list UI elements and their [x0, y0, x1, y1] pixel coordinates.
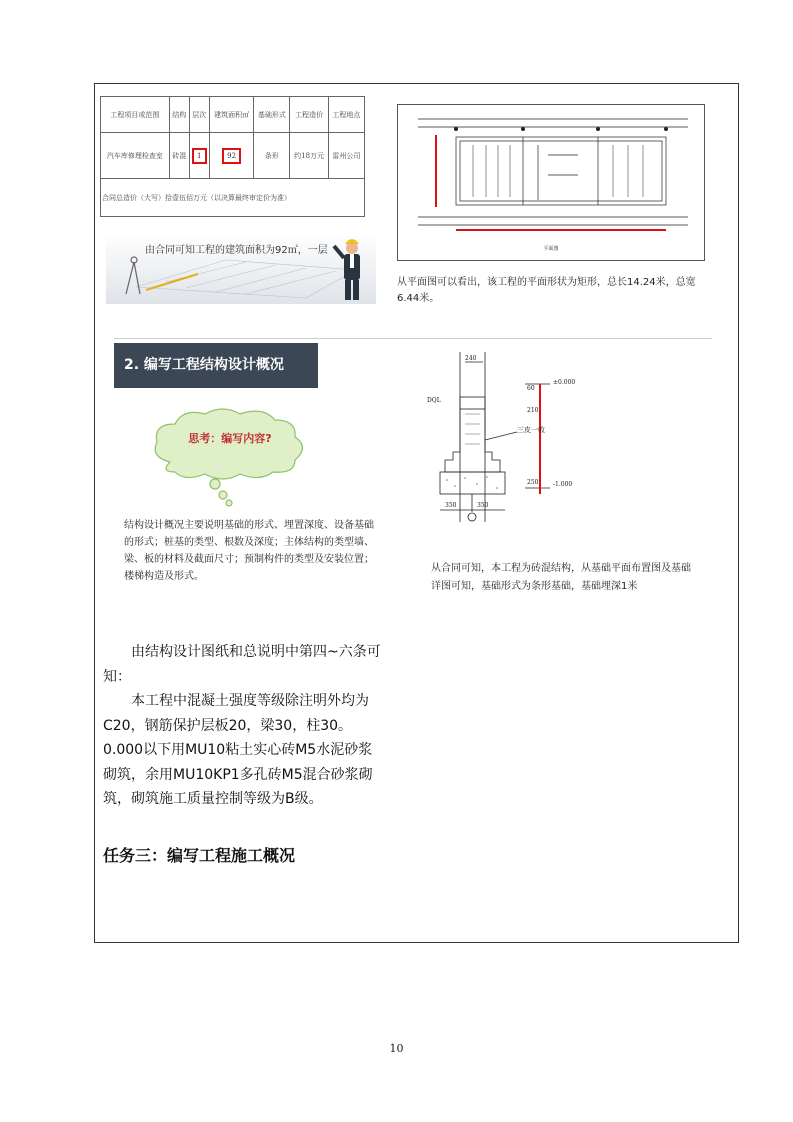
table-cell: 条形	[254, 133, 290, 179]
dim-350a: 350	[445, 502, 457, 509]
structure-description: 结构设计概况主要说明基础的形式、埋置深度、设备基础的形式；桩基的类型、根数及深度；主体结构的类型墙、梁、板的材料及截面尺寸；预制构件的类型及安装位置；楼梯构造及形式。	[124, 520, 374, 582]
highlight-area: 92	[222, 148, 241, 164]
table-cell: 约18万元	[290, 133, 328, 179]
body-paragraph: 由结构设计图纸和总说明中第四~六条可知：	[103, 644, 381, 685]
table-header-cell: 工程造价	[290, 97, 328, 133]
table-cell: 雷州公司	[328, 133, 364, 179]
table-cell: 汽车库修理检查室	[101, 133, 170, 179]
elevation-bottom: -1.000	[553, 481, 573, 488]
plan-title: 平面图	[543, 246, 559, 252]
cloud-text: 思考：编写内容?	[188, 432, 272, 445]
dim-top: 240	[465, 355, 477, 362]
plan-caption: 从平面图可以看出，该工程的平面形状为矩形，总长14.24米，总宽6.44米。	[397, 277, 696, 304]
dim-60: 60	[527, 385, 535, 392]
dim-210: 210	[527, 407, 539, 414]
foundation-detail-drawing	[425, 352, 605, 522]
contract-table	[100, 96, 365, 217]
task-heading: 任务三：编写工程施工概况	[103, 846, 296, 865]
table-header-cell: 层次	[189, 97, 209, 133]
elevation-top: ±0.000	[553, 379, 576, 386]
body-paragraph: 本工程中混凝土强度等级除注明外均为C20，钢筋保护层板20，梁30，柱30。0.000以下用MU10粘土实心砖M5水泥砂浆砌筑，余用MU10KP1多孔砖M5混合砂浆砌筑，砌筑施工质量控制等级为B级。	[103, 693, 373, 807]
detail-caption: 从合同可知，本工程为砖混结构，从基础平面布置图及基础详图可知，基础形式为条形基础，基础埋深1米	[431, 563, 691, 592]
label-step: 三皮一收	[517, 426, 545, 434]
body-text	[103, 640, 385, 812]
dim-350b: 350	[477, 502, 489, 509]
label-dql: DQL	[427, 397, 441, 404]
table-row	[101, 133, 365, 179]
table-footer-row	[101, 179, 365, 217]
table-header-row	[101, 97, 365, 133]
table-header-cell: 建筑面积㎡	[209, 97, 253, 133]
table-header-cell: 工程地点	[328, 97, 364, 133]
page-number: 10	[389, 1042, 404, 1055]
thought-cloud	[145, 402, 315, 507]
table-cell	[209, 133, 253, 179]
table-header-cell: 基础形式	[254, 97, 290, 133]
table-header-cell: 结构	[169, 97, 189, 133]
table-footer-cell: 合同总造价（大写）拾壹伍佰万元（以决算最终审定价为准）	[101, 179, 365, 217]
floor-plan-drawing	[397, 104, 705, 261]
dim-250: 250	[527, 479, 539, 486]
divider	[114, 338, 712, 339]
highlight-floors: 1	[192, 148, 206, 164]
section-heading: 2. 编写工程结构设计概况	[114, 343, 318, 388]
table-header-cell: 工程项目或范围	[101, 97, 170, 133]
table-cell	[189, 133, 209, 179]
hero-caption: 由合同可知工程的建筑面积为92㎡，一层	[145, 245, 328, 256]
table-cell: 砖混	[169, 133, 189, 179]
